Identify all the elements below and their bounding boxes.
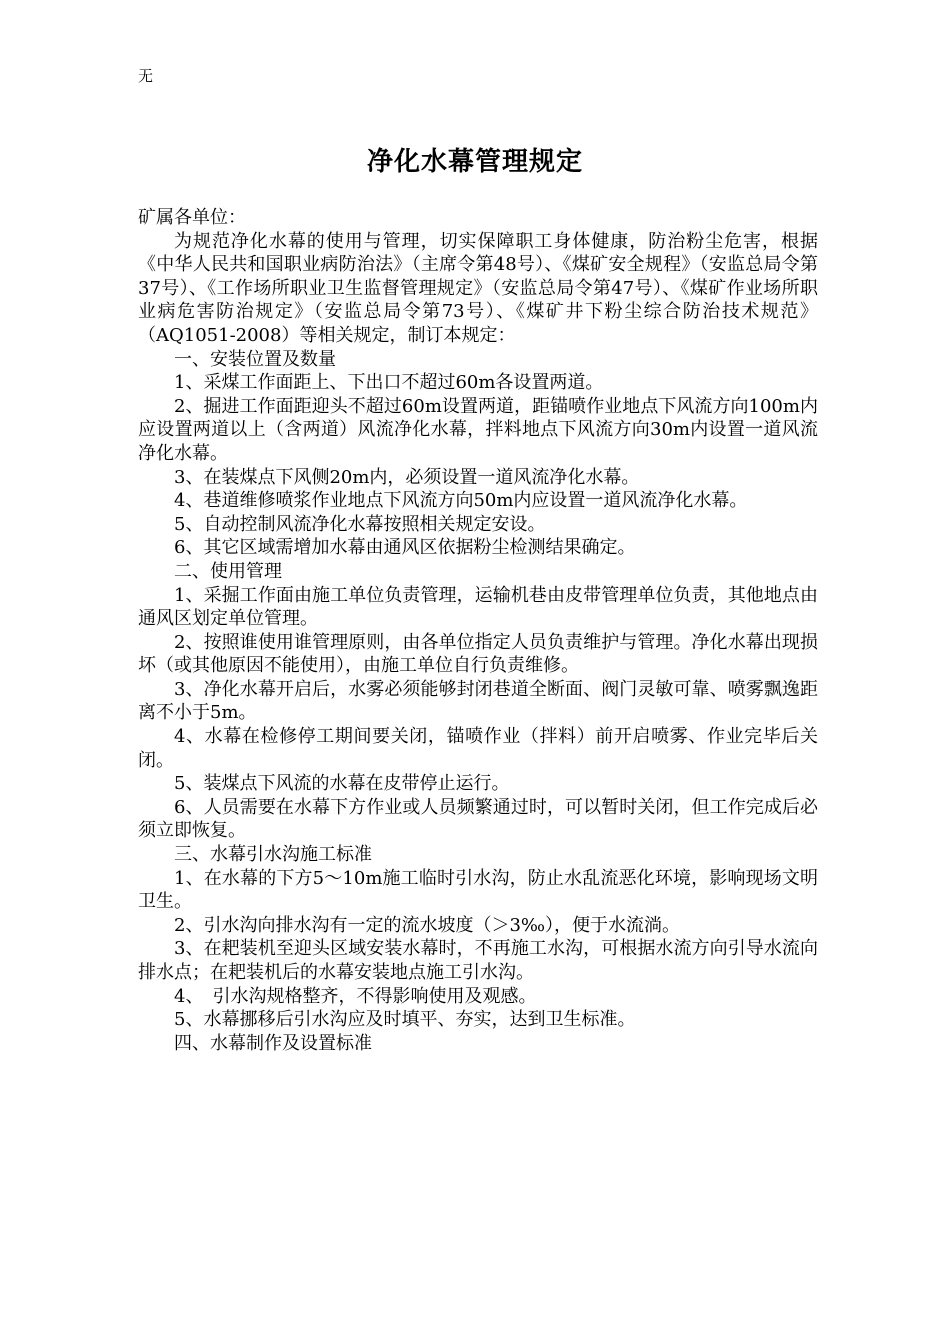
header-mark: 无 — [138, 67, 154, 85]
paragraph: 4、 引水沟规格整齐，不得影响使用及观感。 — [174, 985, 537, 1007]
paragraph: 6、其它区域需增加水幕由通风区依据粉尘检测结果确定。 — [174, 537, 636, 559]
paragraph: 3、在耙装机至迎头区域安装水幕时，不再施工水沟，可根据水流方向引导水流向排水点；在耙装机后的水幕安装地点施工引水沟。 — [138, 938, 818, 983]
paragraph: 4、水幕在检修停工期间要关闭，锚喷作业（拌料）前开启喷雾、作业完毕后关闭。 — [138, 726, 818, 771]
paragraph: 四、水幕制作及设置标准 — [174, 1032, 372, 1054]
paragraph: 2、按照谁使用谁管理原则，由各单位指定人员负责维护与管理。净化水幕出现损坏（或其他原因不能使用），由施工单位自行负责维修。 — [138, 631, 818, 677]
document-title: 净化水幕管理规定 — [366, 147, 583, 177]
paragraph: 三、水幕引水沟施工标准 — [174, 844, 372, 866]
paragraph: 2、引水沟向排水沟有一定的流水坡度（＞3‰），便于水流淌。 — [174, 914, 681, 936]
paragraph: 3、在装煤点下风侧20m内，必须设置一道风流净化水幕。 — [174, 466, 640, 488]
paragraph: 5、水幕挪移后引水沟应及时填平、夯实，达到卫生标准。 — [174, 1009, 636, 1031]
paragraph: 4、巷道维修喷浆作业地点下风流方向50m内应设置一道风流净化水幕。 — [174, 490, 748, 512]
paragraph: 1、采掘工作面由施工单位负责管理，运输机巷由皮带管理单位负责，其他地点由通风区划定单位管理。 — [138, 584, 818, 630]
paragraph: 二、使用管理 — [174, 560, 282, 582]
paragraph: 1、采煤工作面距上、下出口不超过60m各设置两道。 — [174, 372, 604, 394]
paragraph: 1、在水幕的下方5～10m施工临时引水沟，防止水乱流恶化环境，影响现场文明卫生。 — [138, 867, 818, 913]
paragraph: 2、掘进工作面距迎头不超过60m设置两道，距锚喷作业地点下风流方向100m内应设置两道以上（含两道）风流净化水幕，拌料地点下风流方向30m内设置一道风流净化水幕。 — [138, 395, 818, 464]
paragraph: 为规范净化水幕的使用与管理，切实保障职工身体健康，防治粉尘危害，根据《中华人民共和国职业病防治法》（主席令第48号）、《煤矿安全规程》（安监总局令第37号）、《工作场所职业卫生监督管理规定》（安监总局令第47号）、《煤矿作业场所职业病危害防治规定》（安监总局令第73号）、《煤矿井下粉尘综合防治技术规范》（AQ1051-2008）等相关规定，制订本规定： — [138, 230, 818, 346]
paragraph: 一、安装位置及数量 — [174, 348, 336, 370]
paragraph: 6、人员需要在水幕下方作业或人员频繁通过时，可以暂时关闭，但工作完成后必须立即恢复。 — [138, 796, 818, 842]
document-body — [138, 206, 818, 1055]
paragraph: 矿属各单位： — [138, 207, 246, 228]
paragraph: 5、自动控制风流净化水幕按照相关规定安设。 — [174, 513, 546, 535]
paragraph: 3、净化水幕开启后，水雾必须能够封闭巷道全断面、阀门灵敏可靠、喷雾飘逸距离不小于5m。 — [138, 678, 818, 724]
paragraph: 5、装煤点下风流的水幕在皮带停止运行。 — [174, 773, 510, 795]
